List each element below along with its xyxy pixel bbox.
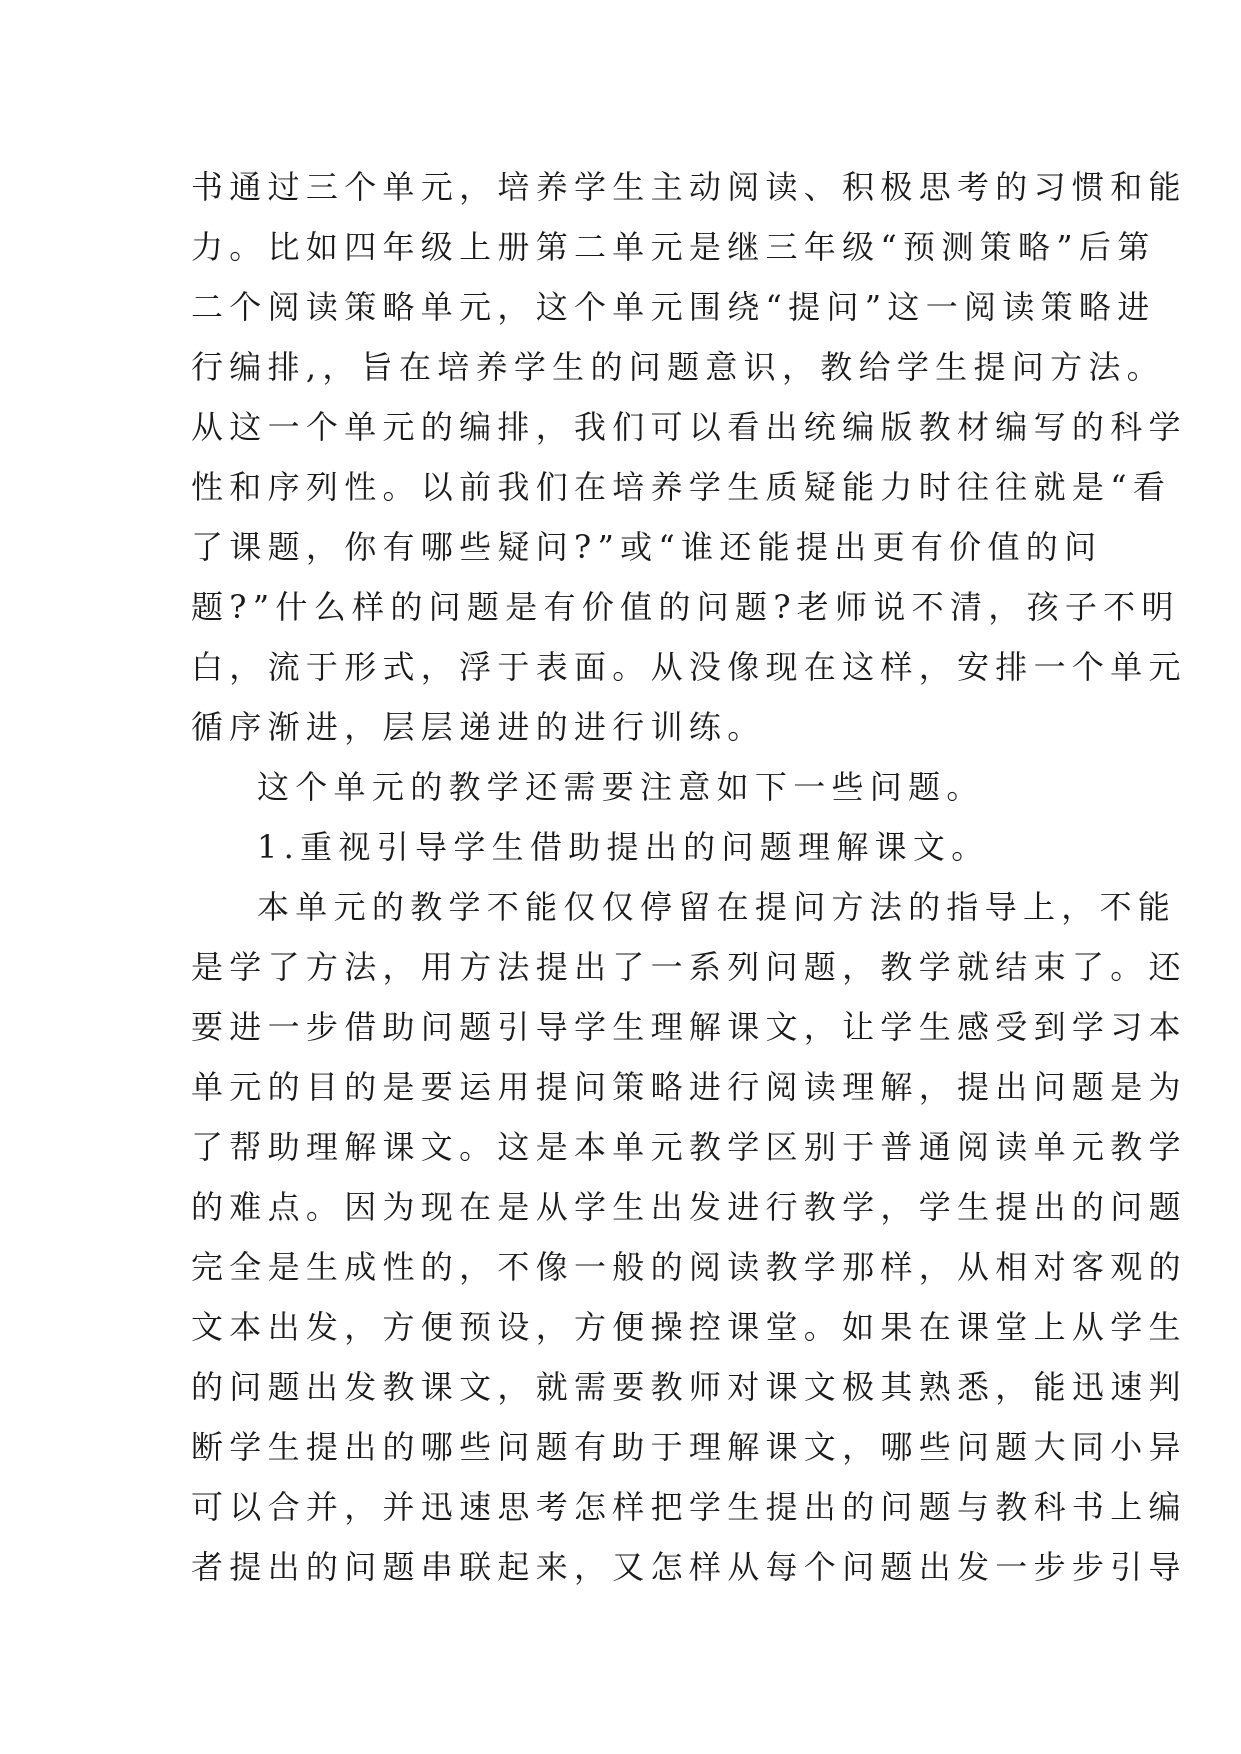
text-line: 本单元的教学不能仅仅停留在提问方法的指导上，不能 — [257, 888, 1177, 926]
paragraph-4 — [191, 877, 1187, 1597]
text-line: 断学生提出的哪些问题有助于理解课文，哪些问题大同小异 — [191, 1428, 1187, 1466]
text-line: 题?”什么样的问题是有价值的问题?老师说不清，孩子不明 — [191, 588, 1180, 626]
text-line: 行编排,，旨在培养学生的问题意识，教给学生提问方法。 — [191, 348, 1165, 386]
text-line: 可以合并，并迅速思考怎样把学生提出的问题与教科书上编 — [191, 1488, 1187, 1526]
text-line: 白，流于形式，浮于表面。从没像现在这样，安排一个单元 — [191, 648, 1187, 686]
text-line: 是学了方法，用方法提出了一系列问题，教学就结束了。还 — [191, 948, 1187, 986]
text-line: 文本出发，方便预设，方便操控课堂。如果在课堂上从学生 — [191, 1308, 1187, 1346]
text-line: 二个阅读策略单元，这个单元围绕“提问”这一阅读策略进 — [191, 288, 1156, 326]
text-line: 了帮助理解课文。这是本单元教学区别于普通阅读单元教学 — [191, 1128, 1187, 1166]
text-line: 的问题出发教课文，就需要教师对课文极其熟悉，能迅速判 — [191, 1368, 1187, 1406]
body-text — [191, 157, 1187, 1597]
section-heading: 1.重视引导学生借助提出的问题理解课文。 — [257, 828, 990, 866]
text-line: 书通过三个单元，培养学生主动阅读、积极思考的习惯和能 — [191, 168, 1187, 206]
text-line: 循序渐进，层层递进的进行训练。 — [191, 708, 766, 746]
text-line: 完全是生成性的，不像一般的阅读教学那样，从相对客观的 — [191, 1248, 1187, 1286]
paragraph-3-heading — [191, 817, 1051, 877]
paragraph-1 — [191, 157, 1187, 757]
text-line: 力。比如四年级上册第二单元是继三年级“预测策略”后第 — [191, 228, 1156, 266]
text-line: 者提出的问题串联起来，又怎样从每个问题出发一步步引导 — [191, 1548, 1187, 1586]
text-line: 性和序列性。以前我们在培养学生质疑能力时往往就是“看 — [191, 468, 1172, 506]
text-line: 要进一步借助问题引导学生理解课文，让学生感受到学习本 — [191, 1008, 1187, 1046]
text-line: 的难点。因为现在是从学生出发进行教学，学生提出的问题 — [191, 1188, 1187, 1226]
text-line: 了课题，你有哪些疑问?”或“谁还能提出更有价值的问 — [191, 528, 1103, 566]
text-line: 从这一个单元的编排，我们可以看出统编版教材编写的科学 — [191, 408, 1187, 446]
paragraph-2 — [191, 757, 1051, 817]
text-line: 单元的目的是要运用提问策略进行阅读理解，提出问题是为 — [191, 1068, 1187, 1106]
text-line: 这个单元的教学还需要注意如下一些问题。 — [257, 768, 985, 806]
